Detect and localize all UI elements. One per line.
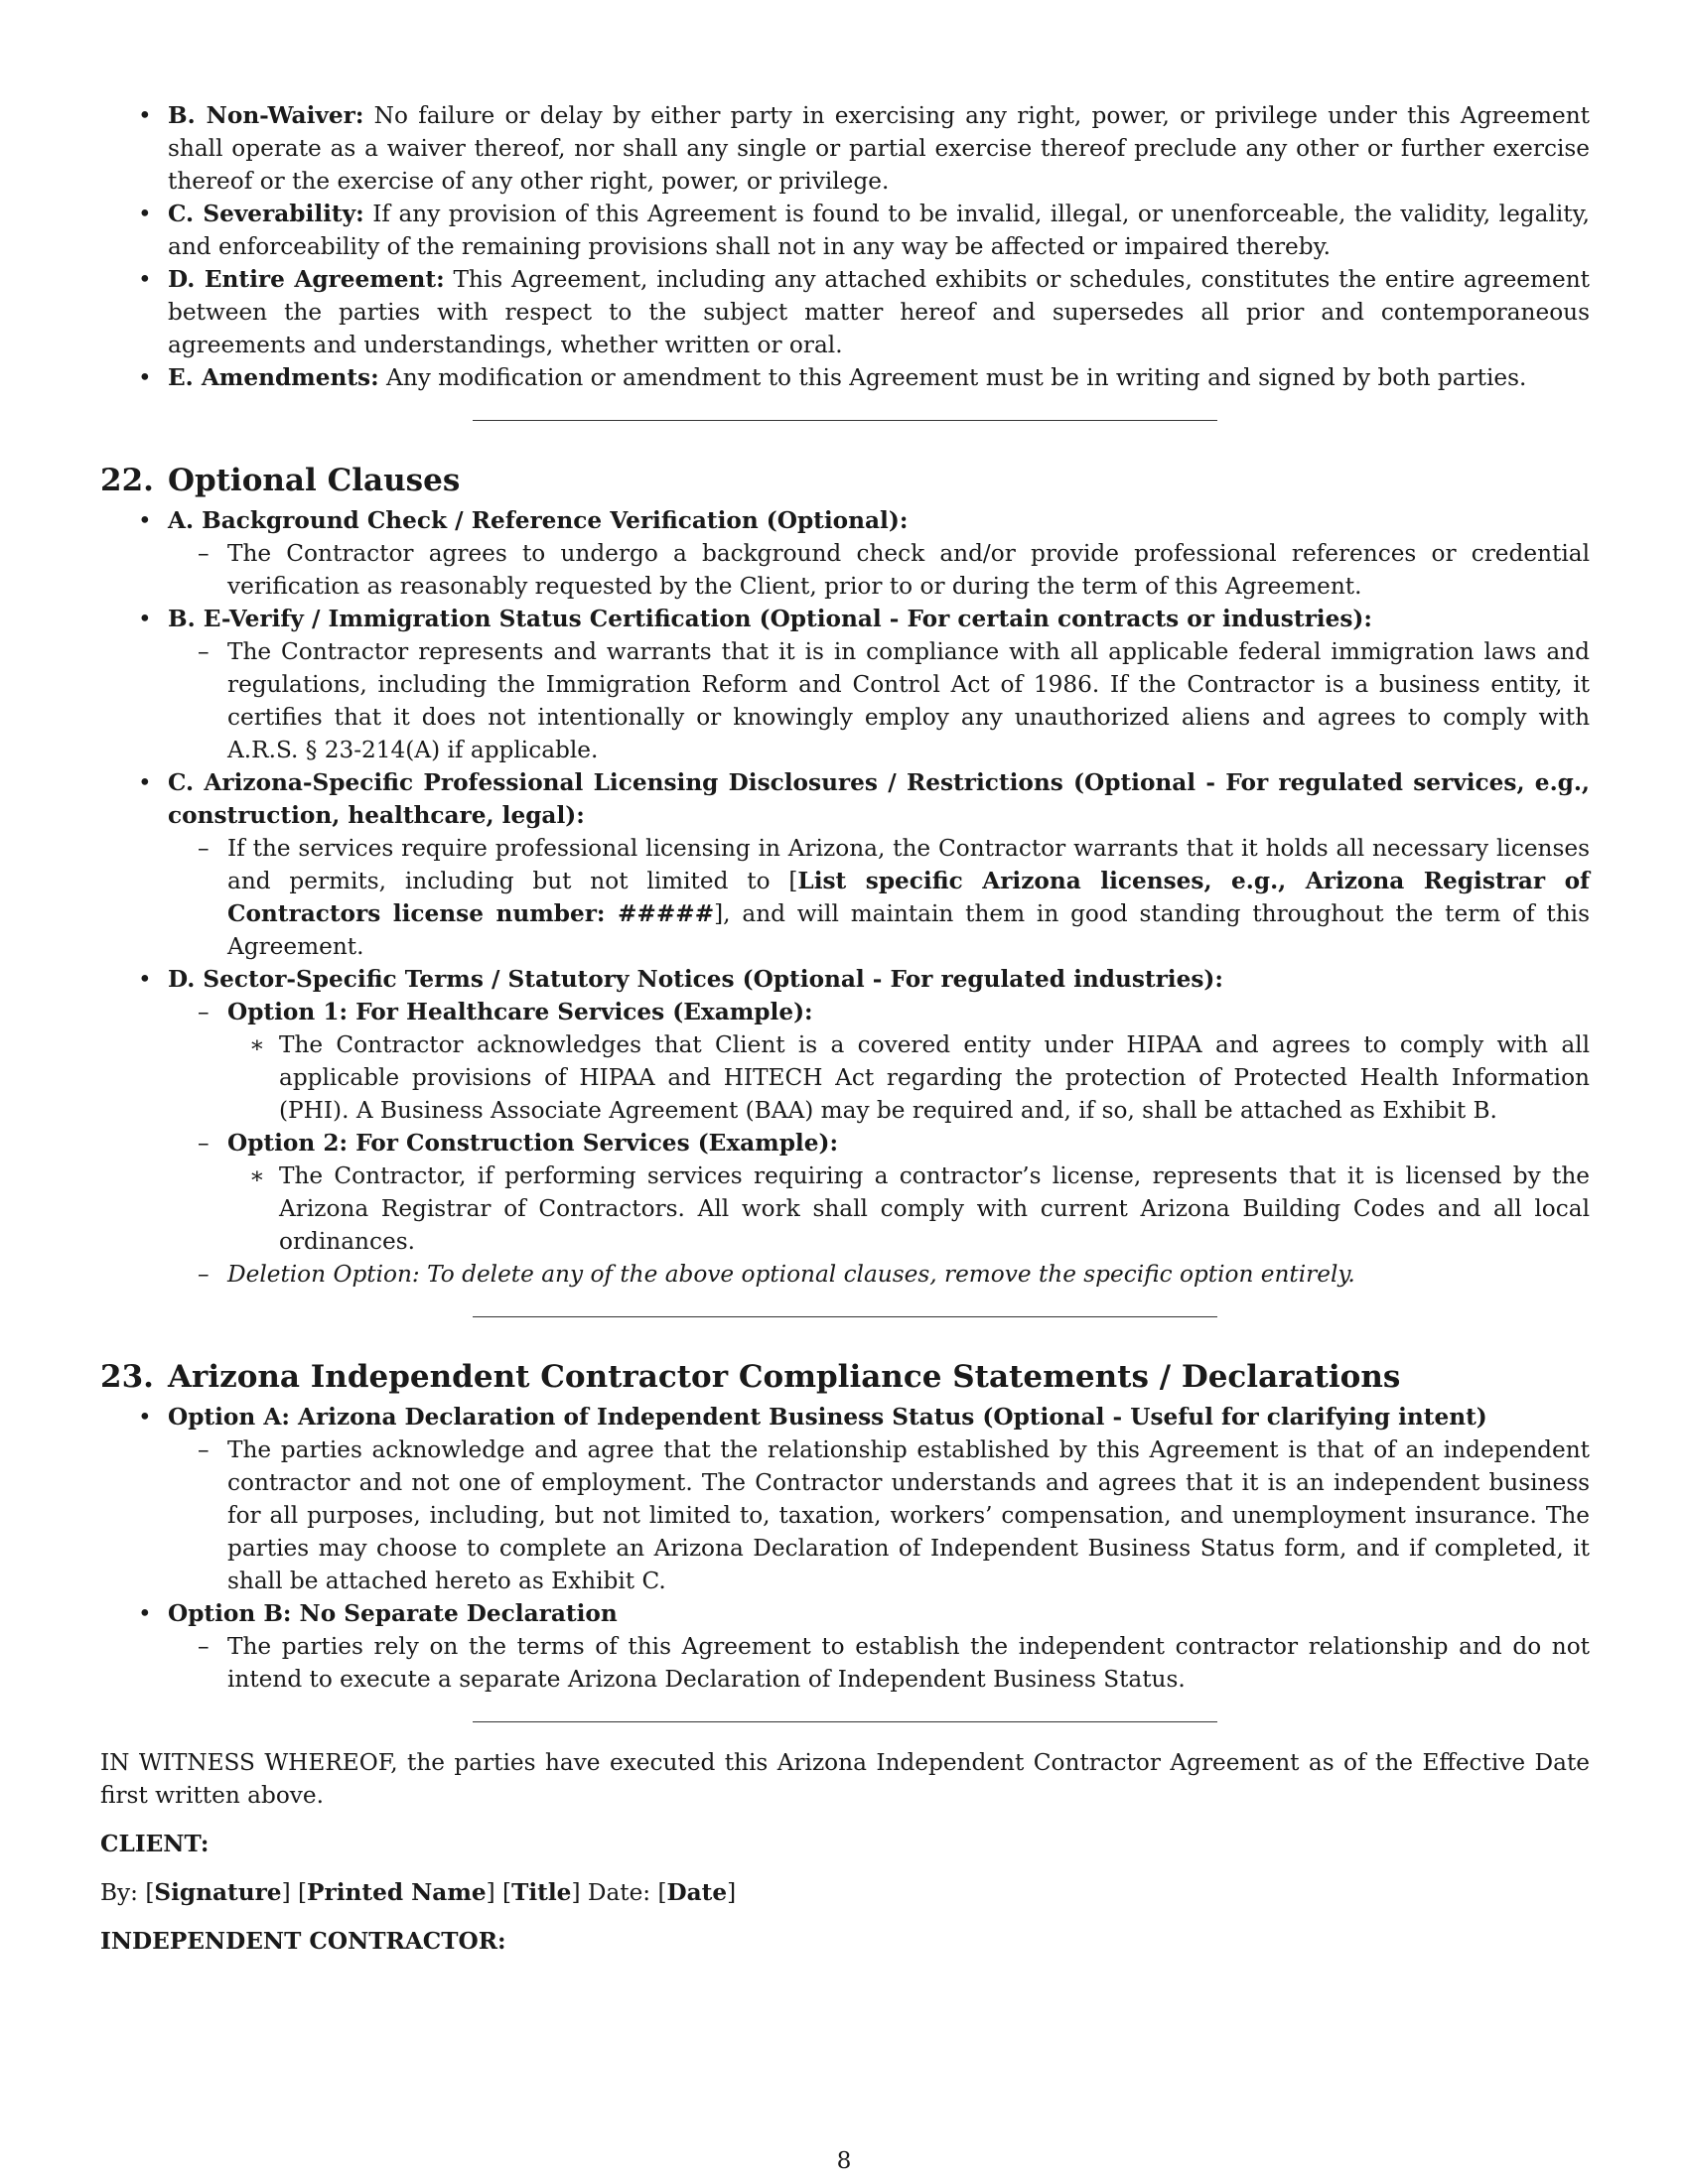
clause-text: – The Contractor agrees to undergo a background check and/or provide professional references or credential verification as reasonably requested by the Client, prior to or during the term of this Agreement. <box>168 537 1590 603</box>
item-text: No failure or delay by either party in exercising any right, power, or privilege under this Agreement shall operate as a waiver thereof, nor shall any single or partial exercise thereof preclude any other or further exercise thereof or the exercise of any other right, power, or privilege. <box>168 102 1590 195</box>
divider <box>473 1316 1217 1317</box>
document-page <box>100 99 1590 1958</box>
option-title: Option 1: For Healthcare Services (Example): <box>227 999 813 1025</box>
clause-title: A. Background Check / Reference Verification (Optional): <box>168 507 909 534</box>
clause-text-part: If the services require professional licensing in Arizona, the Contractor warrants that it holds all necessary licenses and permits, including but not limited to [ <box>227 835 1590 894</box>
date-placeholder: Date <box>666 1879 728 1906</box>
deletion-option-note: – Deletion Option: To delete any of the above optional clauses, remove the specific option entirely. <box>168 1258 1590 1291</box>
title-placeholder: Title <box>511 1879 572 1906</box>
contractor-label: INDEPENDENT CONTRACTOR: <box>100 1928 506 1955</box>
printed-name-placeholder: Printed Name <box>307 1879 487 1906</box>
section-title: Arizona Independent Contractor Compliance Statements / Declarations <box>167 1359 1401 1395</box>
divider <box>473 420 1217 421</box>
item-text: Any modification or amendment to this Agreement must be in writing and signed by both parties. <box>378 364 1527 391</box>
clause-title: C. Arizona-Specific Professional Licensing Disclosures / Restrictions (Optional - For regulated services, e.g., construction, healthcare, legal): <box>168 769 1590 829</box>
item-text: If any provision of this Agreement is found to be invalid, illegal, or unenforceable, the validity, legality, and enforceability of the remaining provisions shall not in any way be affected or impaired thereby. <box>168 201 1590 260</box>
option-title: Option B: No Separate Declaration <box>168 1600 618 1627</box>
client-signature-line: By: [Signature] [Printed Name] [Title] Date: [Date] <box>100 1879 737 1906</box>
section-number: 22. <box>100 463 154 498</box>
list-item <box>100 603 1590 766</box>
clause-title: B. E-Verify / Immigration Status Certification (Optional - For certain contracts or industries): <box>168 606 1372 632</box>
list-item <box>100 963 1590 1291</box>
section-number: 23. <box>100 1359 154 1395</box>
section-23-list <box>100 1401 1590 1696</box>
signature-placeholder: Signature <box>154 1879 282 1906</box>
clause-text-part: ], and will maintain them in good standing throughout the term of this Agreement. <box>227 900 1590 960</box>
option-title: Option 2: For Construction Services (Example): <box>227 1130 839 1157</box>
clause-title: D. Sector-Specific Terms / Statutory Notices (Optional - For regulated industries): <box>168 966 1223 993</box>
item-title: B. Non-Waiver: <box>168 102 364 129</box>
client-label: CLIENT: <box>100 1831 210 1857</box>
option-item <box>168 996 1590 1127</box>
option-text: – The parties rely on the terms of this Agreement to establish the independent contractor relationship and do not intend to execute a separate Arizona Declaration of Independent Business Status. <box>168 1630 1590 1696</box>
section-22-heading <box>100 461 1590 500</box>
list-item <box>100 1401 1590 1597</box>
date-label: Date: <box>580 1879 658 1906</box>
witness-paragraph: IN WITNESS WHEREOF, the parties have executed this Arizona Independent Contractor Agreement as of the Effective Date first written above. <box>100 1749 1590 1809</box>
list-item <box>100 198 1590 263</box>
option-text: ∗ The Contractor acknowledges that Client is a covered entity under HIPAA and agrees to comply with all applicable provisions of HIPAA and HITECH Act regarding the protection of Protected Health Information (PHI). A Business Associate Agreement (BAA) may be required and, if so, shall be attached as Exhibit B. <box>227 1028 1590 1127</box>
by-label: By: <box>100 1879 146 1906</box>
clause-text: – The Contractor represents and warrants that it is in compliance with all applicable federal immigration laws and regulations, including the Immigration Reform and Control Act of 1986. If the Contractor is a business entity, it certifies that it does not intentionally or knowingly employ any unauthorized aliens and agrees to comply with A.R.S. § 23-214(A) if applicable. <box>168 635 1590 766</box>
page-number: 8 <box>836 2147 852 2174</box>
section-title: Optional Clauses <box>167 463 461 498</box>
option-text: – The parties acknowledge and agree that the relationship established by this Agreement is that of an independent contractor and not one of employment. The Contractor understands and agrees that it is an independent business for all purposes, including, but not limited to, taxation, workers’ compensation, and unemployment insurance. The parties may choose to complete an Arizona Declaration of Independent Business Status form, and if completed, it shall be attached hereto as Exhibit C. <box>168 1433 1590 1597</box>
item-title: E. Amendments: <box>168 364 379 391</box>
option-title: Option A: Arizona Declaration of Independent Business Status (Optional - Useful for clarifying intent) <box>168 1404 1487 1431</box>
clause-text <box>168 832 1590 963</box>
section-22-list <box>100 504 1590 1291</box>
item-title: D. Entire Agreement: <box>168 266 445 293</box>
list-item <box>100 1597 1590 1696</box>
item-text: This Agreement, including any attached exhibits or schedules, constitutes the entire agreement between the parties with respect to the subject matter hereof and supersedes all prior and contemporaneous agreements and understandings, whether written or oral. <box>168 266 1590 358</box>
license-placeholder: List specific Arizona licenses, e.g., Arizona Registrar of Contractors license number: ##### <box>227 868 1591 927</box>
item-title: C. Severability: <box>168 201 364 227</box>
section-23-heading <box>100 1357 1590 1397</box>
list-item <box>100 504 1590 603</box>
option-item <box>168 1127 1590 1258</box>
list-item <box>100 263 1590 361</box>
divider <box>473 1721 1217 1722</box>
list-item <box>100 99 1590 198</box>
section-21-list <box>100 99 1590 394</box>
list-item <box>100 361 1590 394</box>
option-text: ∗ The Contractor, if performing services requiring a contractor’s license, represents that it is licensed by the Arizona Registrar of Contractors. All work shall comply with current Arizona Building Codes and all local ordinances. <box>227 1160 1590 1258</box>
list-item <box>100 766 1590 963</box>
